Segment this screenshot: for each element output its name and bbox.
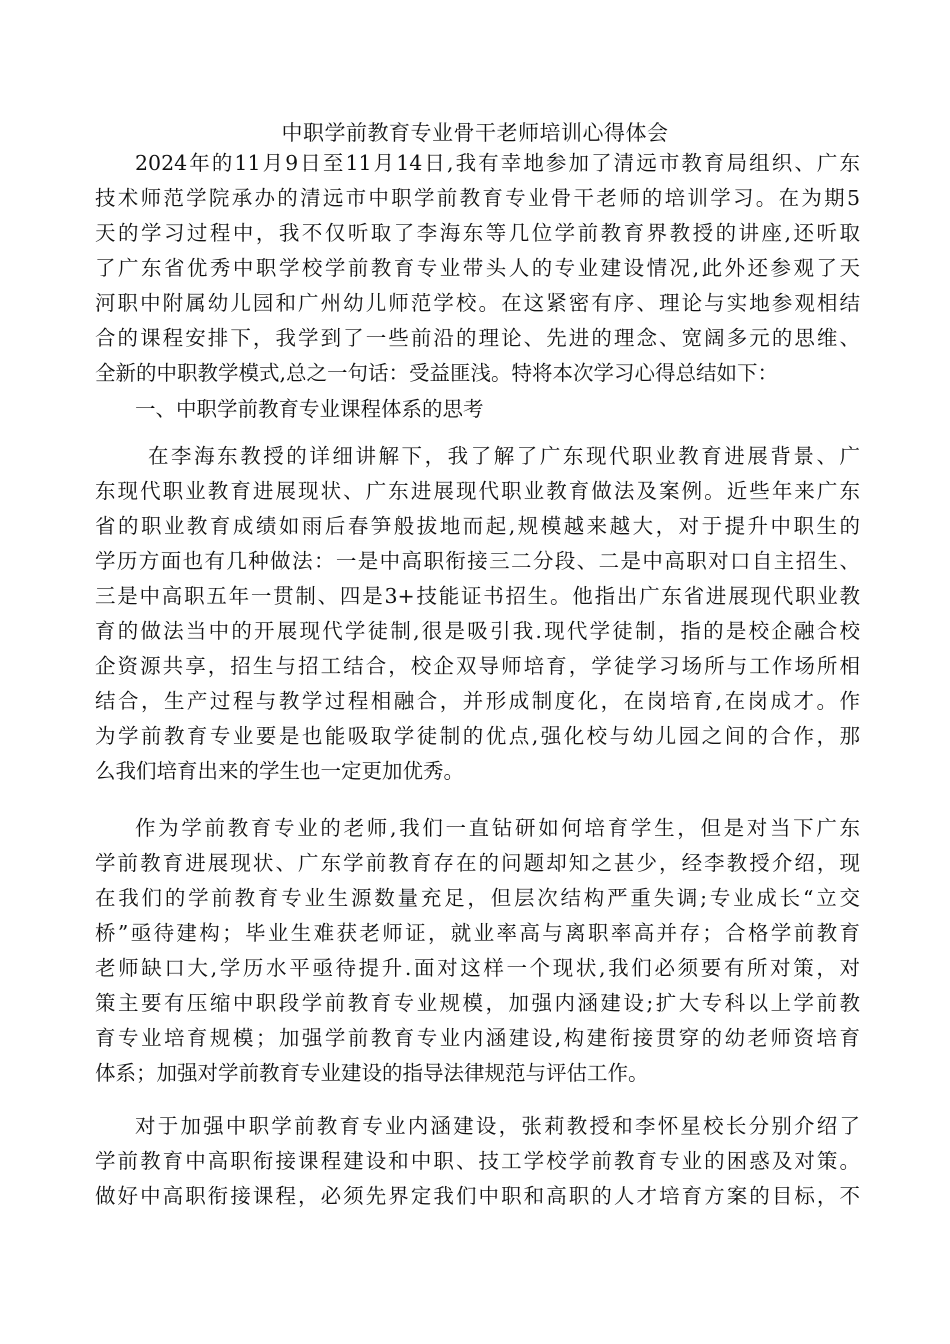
text-line: 学前教育中高职衔接课程建设和中职、技工学校学前教育专业的困惑及对策。 [95, 1149, 860, 1173]
text-line: 对于加强中职学前教育专业内涵建设，张莉教授和李怀星校长分别介绍了 [135, 1114, 860, 1138]
text-line: 技术师范学院承办的清远市中职学前教育专业骨干老师的培训学习。在为期5 [95, 186, 860, 210]
text-line: 结合，生产过程与教学过程相融合，并形成制度化，在岗培育,在岗成才。作 [95, 689, 860, 713]
text-line: 东现代职业教育进展现状、广东进展现代职业教育做法及案例。近些年来广东 [95, 479, 860, 503]
text-line: 企资源共享，招生与招工结合，校企双导师培育，学徒学习场所与工作场所相 [95, 654, 860, 678]
text-line: 作为学前教育专业的老师,我们一直钻研如何培育学生，但是对当下广东 [135, 816, 860, 840]
text-line: 三是中高职五年一贯制、四是3+技能证书招生。他指出广东省进展现代职业教 [95, 584, 860, 608]
text-line: 在我们的学前教育专业生源数量充足，但层次结构严重失调;专业成长“立交 [95, 886, 860, 910]
text-line: 育专业培育规模；加强学前教育专业内涵建设,构建衔接贯穿的幼老师资培育 [95, 1026, 860, 1050]
text-line: 么我们培育出来的学生也一定更加优秀。 [95, 759, 464, 783]
text-line: 学前教育进展现状、广东学前教育存在的问题却知之甚少，经李教授介绍，现 [95, 851, 860, 875]
text-line: 策主要有压缩中职段学前教育专业规模，加强内涵建设;扩大专科以上学前教 [95, 991, 860, 1015]
text-line: 省的职业教育成绩如雨后春笋般拔地而起,规模越来越大，对于提升中职生的 [95, 514, 860, 538]
text-line: 为学前教育专业要是也能吸取学徒制的优点,强化校与幼儿园之间的合作，那 [95, 724, 860, 748]
text-line: 育的做法当中的开展现代学徒制,很是吸引我.现代学徒制，指的是校企融合校 [95, 619, 860, 643]
text-line: 全新的中职教学模式,总之一句话：受益匪浅。特将本次学习心得总结如下： [95, 361, 779, 385]
text-line: 体系；加强对学前教育专业建设的指导法律规范与评估工作。 [95, 1061, 649, 1085]
text-line: 天的学习过程中，我不仅听取了李海东等几位学前教育界教授的讲座,还听取 [95, 221, 860, 245]
document-title: 中职学前教育专业骨干老师培训心得体会 [281, 121, 669, 145]
text-line: 合的课程安排下，我学到了一些前沿的理论、先进的理念、宽阔多元的思维、 [95, 326, 860, 350]
text-line: 学历方面也有几种做法：一是中高职衔接三二分段、二是中高职对口自主招生、 [95, 549, 860, 573]
text-line: 河职中附属幼儿园和广州幼儿师范学校。在这紧密有序、理论与实地参观相结 [95, 291, 860, 315]
text-line: 2024年的11月9日至11月14日,我有幸地参加了清远市教育局组织、广东 [135, 151, 860, 175]
section-heading: 一、中职学前教育专业课程体系的思考 [135, 397, 484, 421]
text-line: 做好中高职衔接课程，必须先界定我们中职和高职的人才培育方案的目标，不 [95, 1184, 860, 1208]
text-line: 老师缺口大,学历水平亟待提升.面对这样一个现状,我们必须要有所对策，对 [95, 956, 860, 980]
text-line: 了广东省优秀中职学校学前教育专业带头人的专业建设情况,此外还参观了天 [95, 256, 860, 280]
text-line: 在李海东教授的详细讲解下，我了解了广东现代职业教育进展背景、广 [148, 444, 860, 468]
text-line: 桥”亟待建构；毕业生难获老师证，就业率高与离职率高并存；合格学前教育 [95, 921, 860, 945]
